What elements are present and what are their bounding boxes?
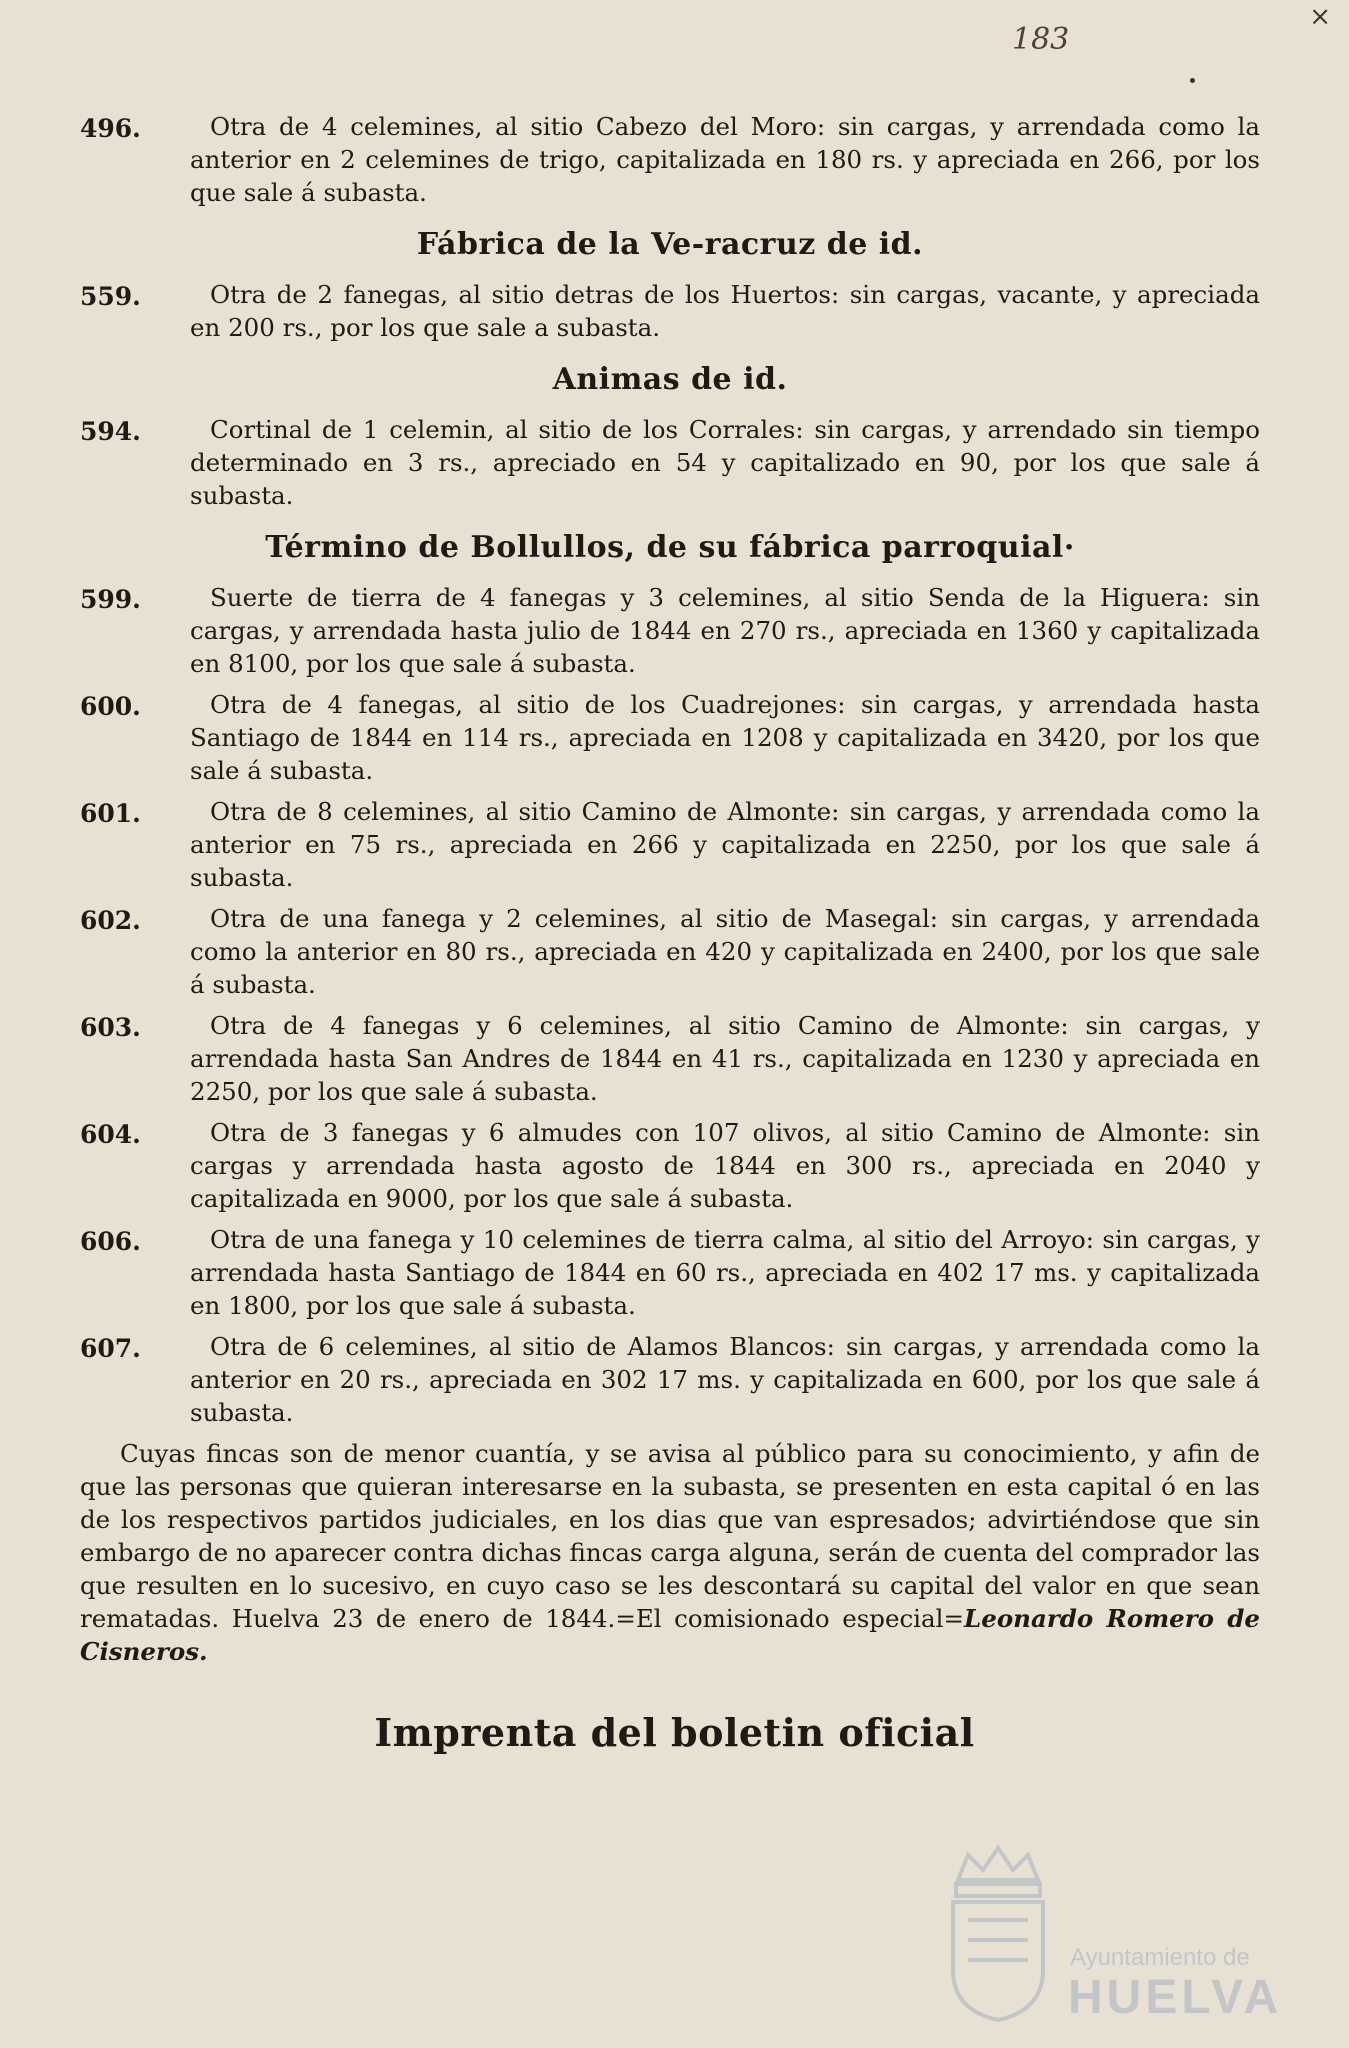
entry-text: Cortinal de 1 celemin, al sitio de los Corrales: sin cargas, y arrendado sin tiempo determinado en 3 rs., apreciado en 54 y capitalizado en 90, por los que sale á subasta. — [190, 415, 1260, 510]
property-entry — [80, 902, 1260, 1001]
property-entry — [80, 110, 1260, 209]
property-entry — [80, 581, 1260, 680]
entry-number: 600. — [80, 692, 141, 721]
section-heading: Animas de id. — [552, 362, 788, 397]
corner-mark: × — [1309, 2, 1331, 32]
property-entry — [80, 1223, 1260, 1322]
entry-text: Otra de 4 celemines, al sitio Cabezo del Moro: sin cargas, y arrendada como la anterior en 2 celemines de trigo, capitalizada en 180 rs. y apreciada en 266, por los que sale á subasta. — [190, 112, 1260, 207]
entry-number: 559. — [80, 282, 141, 311]
public-notice — [80, 1437, 1260, 1668]
entry-text: Suerte de tierra de 4 fanegas y 3 celemines, al sitio Senda de la Higuera: sin cargas, y arrendada hasta julio de 1844 en 270 rs., apreciada en 1360 y capitalizada en 8100, por los que sale á subasta. — [190, 583, 1260, 678]
property-entry — [80, 688, 1260, 787]
entry-text: Otra de una fanega y 2 celemines, al sitio de Masegal: sin cargas, y arrendada como la anterior en 80 rs., apreciada en 420 y capitalizada en 2400, por los que sale á subasta. — [190, 904, 1260, 999]
watermark-line2: HUELVA — [1068, 1971, 1283, 2024]
watermark-line1: Ayuntamiento de — [1070, 1944, 1250, 1971]
section-heading: Término de Bollullos, de su fábrica parroquial· — [265, 530, 1075, 565]
entry-number: 602. — [80, 906, 141, 935]
entry-text: Otra de 4 fanegas y 6 celemines, al sitio Camino de Almonte: sin cargas, y arrendada hasta San Andres de 1844 en 41 rs., capitalizada en 1230 y apreciada en 2250, por los que sale á subasta. — [190, 1011, 1260, 1106]
entry-text: Otra de una fanega y 10 celemines de tierra calma, al sitio del Arroyo: sin cargas, y arrendada hasta Santiago de 1844 en 60 rs., apreciada en 402 17 ms. y capitalizada en 1800, por los que sale á subasta. — [190, 1225, 1260, 1320]
entry-number: 594. — [80, 417, 141, 446]
ink-dot — [1190, 78, 1195, 83]
crest-icon — [938, 1840, 1058, 2025]
entry-number: 599. — [80, 585, 141, 614]
entry-number: 607. — [80, 1334, 141, 1363]
entry-number: 496. — [80, 114, 141, 143]
entry-text: Otra de 6 celemines, al sitio de Alamos Blancos: sin cargas, y arrendada como la anterior en 20 rs., apreciada en 302 17 ms. y capitalizada en 600, por los que sale á subasta. — [190, 1332, 1260, 1427]
entry-number: 603. — [80, 1013, 141, 1042]
entry-text: Otra de 8 celemines, al sitio Camino de Almonte: sin cargas, y arrendada como la anterior en 75 rs., apreciada en 266 y capitalizada en 2250, por los que sale á subasta. — [190, 797, 1260, 892]
document-body — [80, 110, 1260, 1668]
notice-text: Cuyas fincas son de menor cuantía, y se avisa al público para su conocimiento, y afin de que las personas que quieran interesarse en la subasta, se presenten en esta capital ó en las de los respectivos partidos judiciales, en los dias que van espresados; advirtiéndose que sin embargo de no aparecer contra dichas fincas carga alguna, serán de cuenta del comprador las que resulten en lo sucesivo, en cuyo caso se les descontará su capital del valor en que sean rematadas. Huelva 23 de enero de 1844.=El comisionado especial= — [80, 1439, 1260, 1633]
property-entry — [80, 1116, 1260, 1215]
entry-text: Otra de 3 fanegas y 6 almudes con 107 olivos, al sitio Camino de Almonte: sin cargas y arrendada hasta agosto de 1844 en 300 rs., apreciada en 2040 y capitalizada en 9000, por los que sale á subasta. — [190, 1118, 1260, 1213]
entry-text: Otra de 2 fanegas, al sitio detras de los Huertos: sin cargas, vacante, y apreciada en 200 rs., por los que sale a subasta. — [190, 280, 1260, 342]
property-entry — [80, 1009, 1260, 1108]
entry-number: 604. — [80, 1120, 141, 1149]
property-entry — [80, 795, 1260, 894]
page-number: 183 — [1012, 22, 1070, 57]
section-heading: Fábrica de la Ve-racruz de id. — [416, 227, 924, 262]
property-entry — [80, 278, 1260, 344]
entry-number: 601. — [80, 799, 141, 828]
signature: Leonardo Romero de Cisneros. — [80, 1604, 1260, 1666]
property-entry — [80, 413, 1260, 512]
entry-number: 606. — [80, 1227, 141, 1256]
entry-text: Otra de 4 fanegas, al sitio de los Cuadrejones: sin cargas, y arrendada hasta Santiago de 1844 en 114 rs., apreciada en 1208 y capitalizada en 3420, por los que sale á subasta. — [190, 690, 1260, 785]
huelva-watermark — [930, 1840, 1283, 2030]
property-entry — [80, 1330, 1260, 1429]
printer-footer: Imprenta del boletin oficial — [374, 1710, 975, 1755]
